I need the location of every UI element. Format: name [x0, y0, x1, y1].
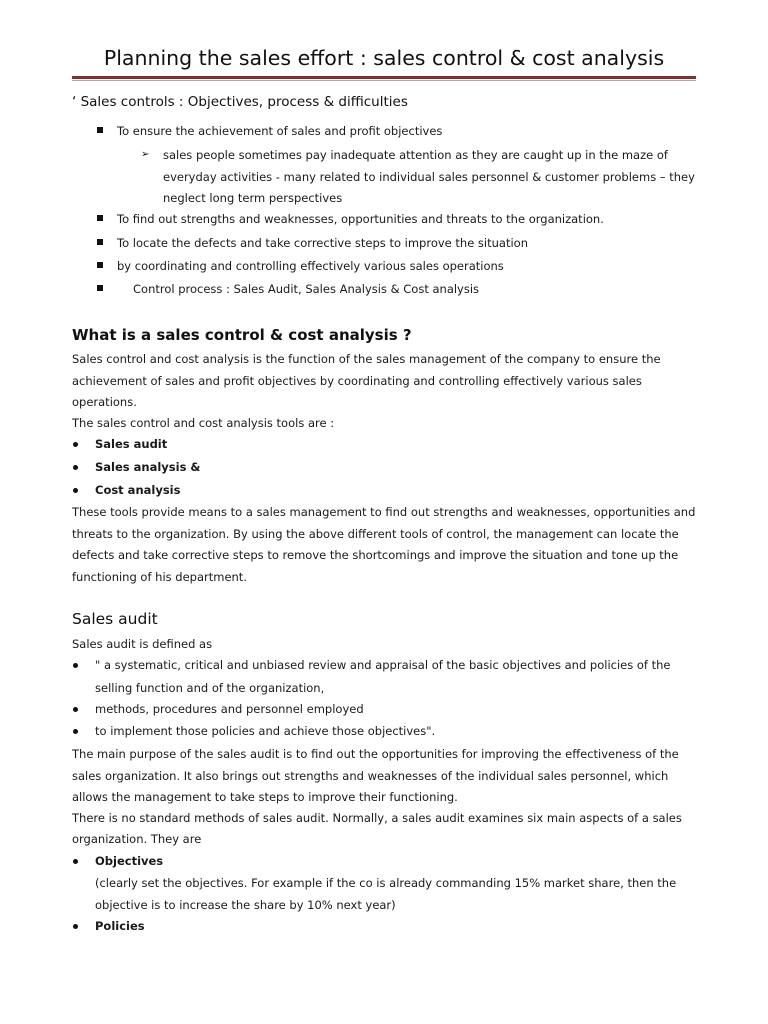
- paragraph-line: sales organization. It also brings out strengths and weaknesses of the individual sales personnel, which: [72, 769, 669, 783]
- section-heading-sales-controls: ‘ Sales controls : Objectives, process & difficulties: [72, 94, 408, 110]
- square-bullet-icon: [97, 127, 103, 133]
- title-underline: [72, 76, 696, 79]
- sub-list-line: sales people sometimes pay inadequate attention as they are caught up in the maze of: [163, 148, 668, 162]
- square-bullet-icon: [97, 285, 103, 291]
- round-bullet-icon: [73, 859, 78, 864]
- square-bullet-icon: [97, 262, 103, 268]
- round-bullet-icon: [73, 663, 78, 668]
- list-item: To locate the defects and take corrective steps to improve the situation: [117, 236, 528, 250]
- page-title: Planning the sales effort : sales control & cost analysis: [103, 46, 665, 70]
- section-heading-sales-audit: Sales audit: [72, 610, 158, 628]
- paragraph-line: The sales control and cost analysis tools are :: [72, 416, 335, 430]
- definition-line: " a systematic, critical and unbiased review and appraisal of the basic objectives and policies of the: [95, 658, 671, 672]
- list-item: To find out strengths and weaknesses, opportunities and threats to the organization.: [117, 212, 604, 226]
- square-bullet-icon: [97, 239, 103, 245]
- paragraph-line: These tools provide means to a sales management to find out strengths and weaknesses, opportunities and: [72, 505, 696, 519]
- section-heading-what-is: What is a sales control & cost analysis ?: [72, 326, 412, 344]
- arrow-bullet-icon: ➢: [141, 149, 150, 160]
- paragraph-line: functioning of his department.: [72, 570, 247, 584]
- paragraph-line: organization. They are: [72, 832, 202, 846]
- square-bullet-icon: [97, 215, 103, 221]
- definition-line: selling function and of the organization,: [95, 681, 325, 695]
- round-bullet-icon: [73, 465, 78, 470]
- paragraph-line: The main purpose of the sales audit is to find out the opportunities for improving the effectiveness of the: [72, 747, 679, 761]
- definition-line: methods, procedures and personnel employed: [95, 702, 364, 716]
- tool-item: Cost analysis: [95, 483, 181, 497]
- paragraph-line: operations.: [72, 395, 137, 409]
- paragraph-line: Sales audit is defined as: [72, 637, 213, 651]
- sub-list-line: everyday activities - many related to individual sales personnel & customer problems – they: [163, 170, 695, 184]
- tool-item: Sales analysis &: [95, 460, 201, 474]
- list-item: Control process : Sales Audit, Sales Analysis & Cost analysis: [133, 282, 480, 296]
- paragraph-line: threats to the organization. By using the above different tools of control, the management can locate the: [72, 527, 679, 541]
- tool-item: Sales audit: [95, 437, 168, 451]
- round-bullet-icon: [73, 729, 78, 734]
- list-item: by coordinating and controlling effectively various sales operations: [117, 259, 504, 273]
- sub-list-line: neglect long term perspectives: [163, 191, 343, 205]
- round-bullet-icon: [73, 924, 78, 929]
- paragraph-line: allows the management to take steps to improve their functioning.: [72, 790, 458, 804]
- paragraph-line: achievement of sales and profit objectives by coordinating and controlling effectively various sales: [72, 374, 642, 388]
- round-bullet-icon: [73, 488, 78, 493]
- title-underline-thin: [72, 80, 696, 81]
- definition-line: to implement those policies and achieve those objectives".: [95, 724, 436, 738]
- paragraph-line: defects and take corrective steps to remove the shortcomings and improve the situation and tone up the: [72, 548, 679, 562]
- aspect-desc-line: objective is to increase the share by 10% next year): [95, 898, 396, 912]
- aspect-desc-line: (clearly set the objectives. For example if the co is already commanding 15% market share, then the: [95, 876, 677, 890]
- aspect-label: Policies: [95, 919, 145, 933]
- list-item: To ensure the achievement of sales and profit objectives: [117, 124, 443, 138]
- paragraph-line: Sales control and cost analysis is the function of the sales management of the company to ensure the: [72, 352, 661, 366]
- round-bullet-icon: [73, 442, 78, 447]
- paragraph-line: There is no standard methods of sales audit. Normally, a sales audit examines six main aspects of a sales: [72, 811, 682, 825]
- round-bullet-icon: [73, 707, 78, 712]
- aspect-label: Objectives: [95, 854, 164, 868]
